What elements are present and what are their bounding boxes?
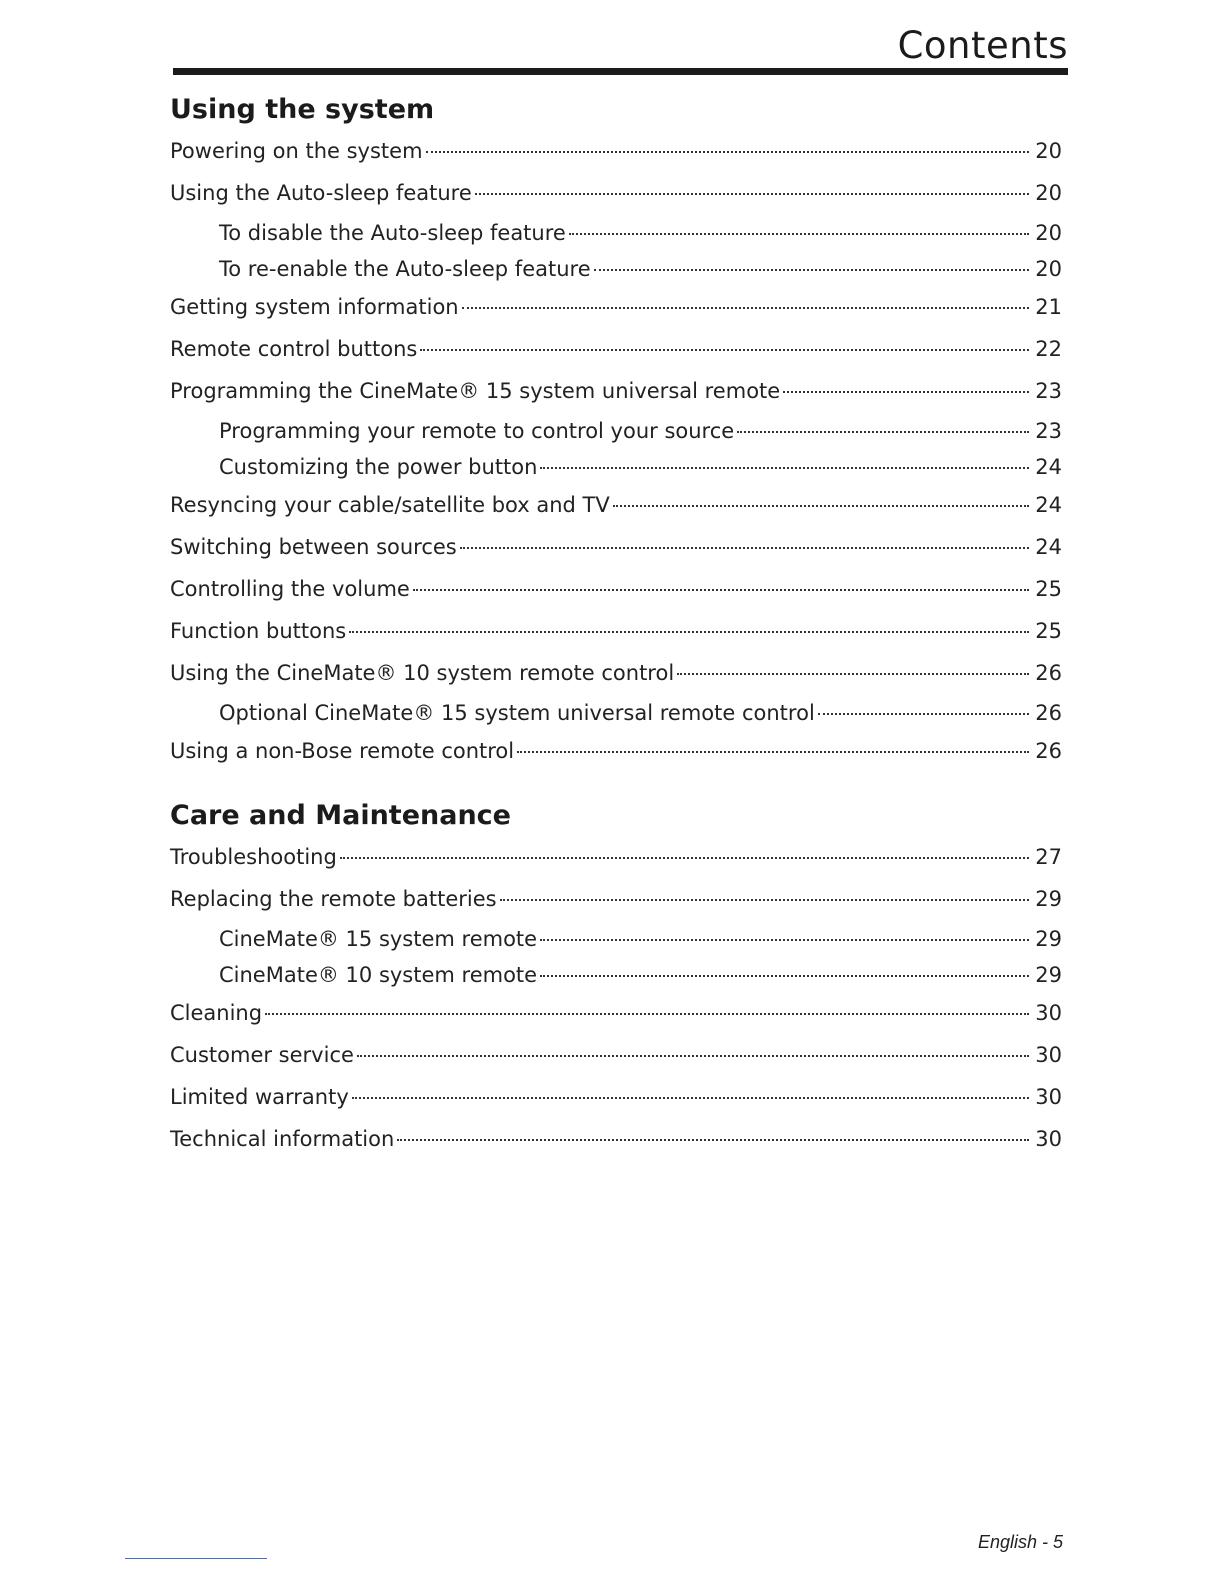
toc-entry[interactable] [170, 332, 1062, 374]
dot-leader [613, 505, 1029, 507]
toc-entry[interactable] [170, 1122, 1062, 1164]
toc-entry[interactable] [170, 656, 1062, 698]
dot-leader [413, 589, 1029, 591]
toc-entry-label: To re-enable the Auto-sleep feature [219, 257, 591, 281]
toc-page-number: 23 [1035, 419, 1062, 443]
dot-leader [349, 631, 1029, 633]
toc-entry-label: Resyncing your cable/satellite box and TV [170, 493, 610, 517]
toc-entry-label: Limited warranty [170, 1085, 349, 1109]
toc-entry[interactable] [170, 290, 1062, 332]
dot-leader [540, 939, 1029, 941]
toc-subentry[interactable] [170, 924, 1062, 960]
toc-entry-label: Programming the CineMate® 15 system universal remote [170, 379, 781, 403]
toc-entry-label: Getting system information [170, 295, 459, 319]
toc-entry-label: CineMate® 10 system remote [219, 963, 538, 987]
toc-entry[interactable] [170, 614, 1062, 656]
toc-page-number: 21 [1035, 295, 1062, 319]
toc-page-number: 20 [1035, 221, 1062, 245]
toc-entry[interactable] [170, 996, 1062, 1038]
toc-page-number: 29 [1035, 887, 1062, 911]
toc-subentry[interactable] [170, 698, 1062, 734]
toc-entry-label: To disable the Auto-sleep feature [219, 221, 566, 245]
toc-page-number: 23 [1035, 379, 1062, 403]
toc-section-using-the-system [170, 90, 1062, 776]
toc-entry[interactable] [170, 530, 1062, 572]
toc-entry-label: Replacing the remote batteries [170, 887, 497, 911]
section-heading: Care and Maintenance [170, 800, 511, 831]
toc-entry-label: Customer service [170, 1043, 354, 1067]
toc-entry[interactable] [170, 134, 1062, 176]
dot-leader [340, 857, 1029, 859]
toc-entry-label: Cleaning [170, 1001, 263, 1025]
toc-page-number: 24 [1035, 455, 1062, 479]
dot-leader [420, 349, 1029, 351]
toc-entry-label: Troubleshooting [170, 845, 337, 869]
toc-page-number: 30 [1035, 1127, 1062, 1151]
toc-page-number: 20 [1035, 139, 1062, 163]
toc-page-number: 20 [1035, 181, 1062, 205]
toc-page-number: 29 [1035, 963, 1062, 987]
toc-entry-label: Using the CineMate® 10 system remote control [170, 661, 675, 685]
dot-leader [783, 391, 1029, 393]
toc-entry[interactable] [170, 374, 1062, 416]
toc-entry[interactable] [170, 176, 1062, 218]
toc-entry-label: Function buttons [170, 619, 347, 643]
toc-subentry[interactable] [170, 254, 1062, 290]
toc-page-number: 26 [1035, 701, 1062, 725]
toc-entry[interactable] [170, 488, 1062, 530]
dot-leader [357, 1055, 1029, 1057]
toc-page-number: 26 [1035, 739, 1062, 763]
toc-entry-label: Using the Auto-sleep feature [170, 181, 472, 205]
footer-page-number: English - 5 [977, 1532, 1063, 1552]
toc-subentry[interactable] [170, 218, 1062, 254]
toc-entry-label: Using a non-Bose remote control [170, 739, 515, 763]
underline-mark [125, 1558, 267, 1559]
toc-entry[interactable] [170, 734, 1062, 776]
toc-entry-label: Customizing the power button [219, 455, 538, 479]
toc-list [170, 840, 1062, 1164]
toc-page-number: 24 [1035, 535, 1062, 559]
dot-leader [677, 673, 1029, 675]
dot-leader [540, 467, 1029, 469]
toc-page-number: 29 [1035, 927, 1062, 951]
dot-leader [397, 1139, 1029, 1141]
toc-entry[interactable] [170, 572, 1062, 614]
toc-subentry[interactable] [170, 416, 1062, 452]
toc-subentry[interactable] [170, 452, 1062, 488]
toc-page-number: 30 [1035, 1043, 1062, 1067]
toc-page-number: 24 [1035, 493, 1062, 517]
toc-page-number: 25 [1035, 577, 1062, 601]
dot-leader [352, 1097, 1029, 1099]
toc-page-number: 30 [1035, 1085, 1062, 1109]
toc-entry[interactable] [170, 882, 1062, 924]
toc-page-number: 25 [1035, 619, 1062, 643]
toc-entry-label: Optional CineMate® 15 system universal remote control [219, 701, 815, 725]
toc-page-number: 27 [1035, 845, 1062, 869]
dot-leader [517, 751, 1029, 753]
dot-leader [265, 1013, 1029, 1015]
page-title: Contents [897, 24, 1068, 67]
dot-leader [475, 193, 1029, 195]
toc-entry-label: Programming your remote to control your source [219, 419, 735, 443]
toc-subentry[interactable] [170, 960, 1062, 996]
dot-leader [460, 547, 1029, 549]
toc-section-care-and-maintenance [170, 796, 1062, 1164]
toc-entry-label: Powering on the system [170, 139, 423, 163]
toc-entry-label: CineMate® 15 system remote [219, 927, 538, 951]
toc-entry[interactable] [170, 1080, 1062, 1122]
toc-entry[interactable] [170, 1038, 1062, 1080]
page-header [173, 22, 1068, 78]
toc-page-number: 20 [1035, 257, 1062, 281]
dot-leader [818, 713, 1029, 715]
dot-leader [500, 899, 1029, 901]
toc-page-number: 22 [1035, 337, 1062, 361]
header-rule [173, 68, 1068, 75]
dot-leader [594, 269, 1029, 271]
toc-entry-label: Controlling the volume [170, 577, 410, 601]
toc-entry-label: Remote control buttons [170, 337, 418, 361]
dot-leader [426, 151, 1029, 153]
toc-entry-label: Switching between sources [170, 535, 457, 559]
dot-leader [540, 975, 1029, 977]
toc-list [170, 134, 1062, 776]
section-heading: Using the system [170, 94, 435, 125]
toc-entry-label: Technical information [170, 1127, 395, 1151]
dot-leader [737, 431, 1029, 433]
dot-leader [462, 307, 1029, 309]
dot-leader [569, 233, 1029, 235]
toc-page-number: 30 [1035, 1001, 1062, 1025]
toc-page-number: 26 [1035, 661, 1062, 685]
toc-entry[interactable] [170, 840, 1062, 882]
